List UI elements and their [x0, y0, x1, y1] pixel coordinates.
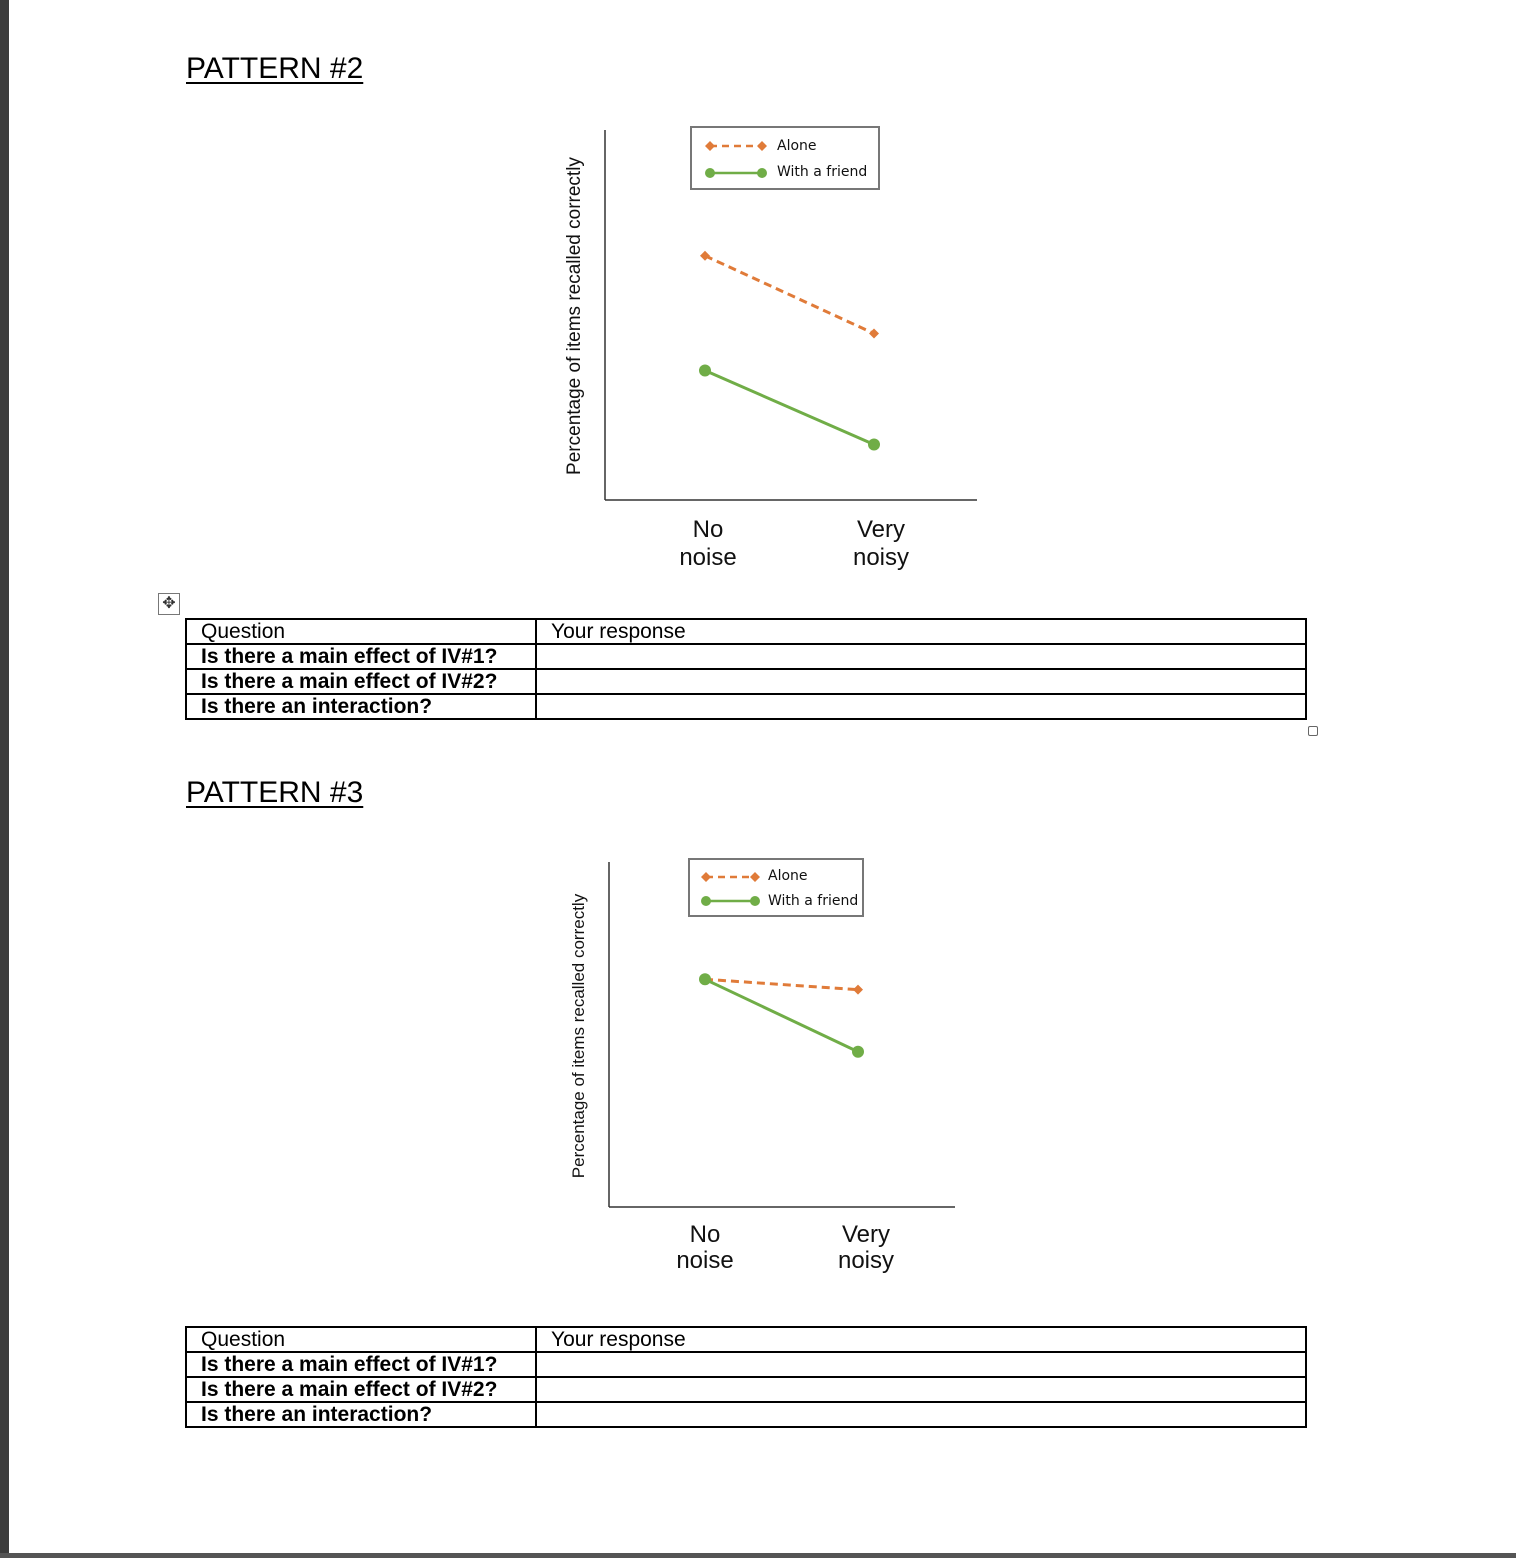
x-tick-label: Very	[841, 1221, 891, 1248]
response-column-header: Your response	[536, 1327, 1306, 1352]
legend-label-with-a-friend: With a friend	[777, 164, 868, 180]
table-header-row	[186, 1327, 1306, 1352]
table-row	[186, 1377, 1306, 1402]
response-column-header: Your response	[536, 619, 1306, 644]
y-axis-label: Percentage of items recalled correctly	[569, 893, 588, 1179]
pattern-3-question-table	[185, 1326, 1307, 1428]
question-cell: Is there a main effect of IV#2?	[186, 669, 536, 694]
series-line-alone	[705, 979, 858, 989]
question-column-header: Question	[186, 619, 536, 644]
response-cell[interactable]	[536, 1377, 1306, 1402]
table-row	[186, 1352, 1306, 1377]
legend-label-with-a-friend: With a friend	[768, 893, 859, 909]
x-tick-label: noise	[679, 544, 737, 571]
table-move-handle-icon[interactable]: ✥	[158, 593, 180, 615]
question-cell: Is there an interaction?	[186, 694, 536, 719]
data-point-alone	[853, 985, 863, 995]
response-cell[interactable]	[536, 1402, 1306, 1427]
question-column-header: Question	[186, 1327, 536, 1352]
x-tick-label: noisy	[852, 544, 910, 571]
legend-marker-with-a-friend	[701, 896, 711, 906]
table-row	[186, 1402, 1306, 1427]
pattern-3-heading: PATTERN #3	[186, 776, 364, 809]
data-point-with-a-friend	[852, 1046, 864, 1058]
x-tick-label: noise	[676, 1247, 734, 1274]
series-line-with-a-friend	[705, 979, 858, 1051]
x-tick-label: noisy	[837, 1247, 895, 1274]
legend-label-alone: Alone	[768, 868, 808, 884]
legend-marker-with-a-friend	[750, 896, 760, 906]
question-cell: Is there a main effect of IV#1?	[186, 644, 536, 669]
question-cell: Is there a main effect of IV#1?	[186, 1352, 536, 1377]
y-axis-label: Percentage of items recalled correctly	[564, 157, 585, 475]
x-tick-label: No	[692, 516, 724, 543]
legend-label-alone: Alone	[777, 138, 817, 154]
data-point-with-a-friend	[699, 973, 711, 985]
x-tick-label: No	[689, 1221, 721, 1248]
question-cell: Is there an interaction?	[186, 1402, 536, 1427]
question-cell: Is there a main effect of IV#2?	[186, 1377, 536, 1402]
response-cell[interactable]	[536, 1352, 1306, 1377]
x-tick-label: Very	[856, 516, 906, 543]
pattern-2-heading: PATTERN #2	[186, 52, 364, 85]
